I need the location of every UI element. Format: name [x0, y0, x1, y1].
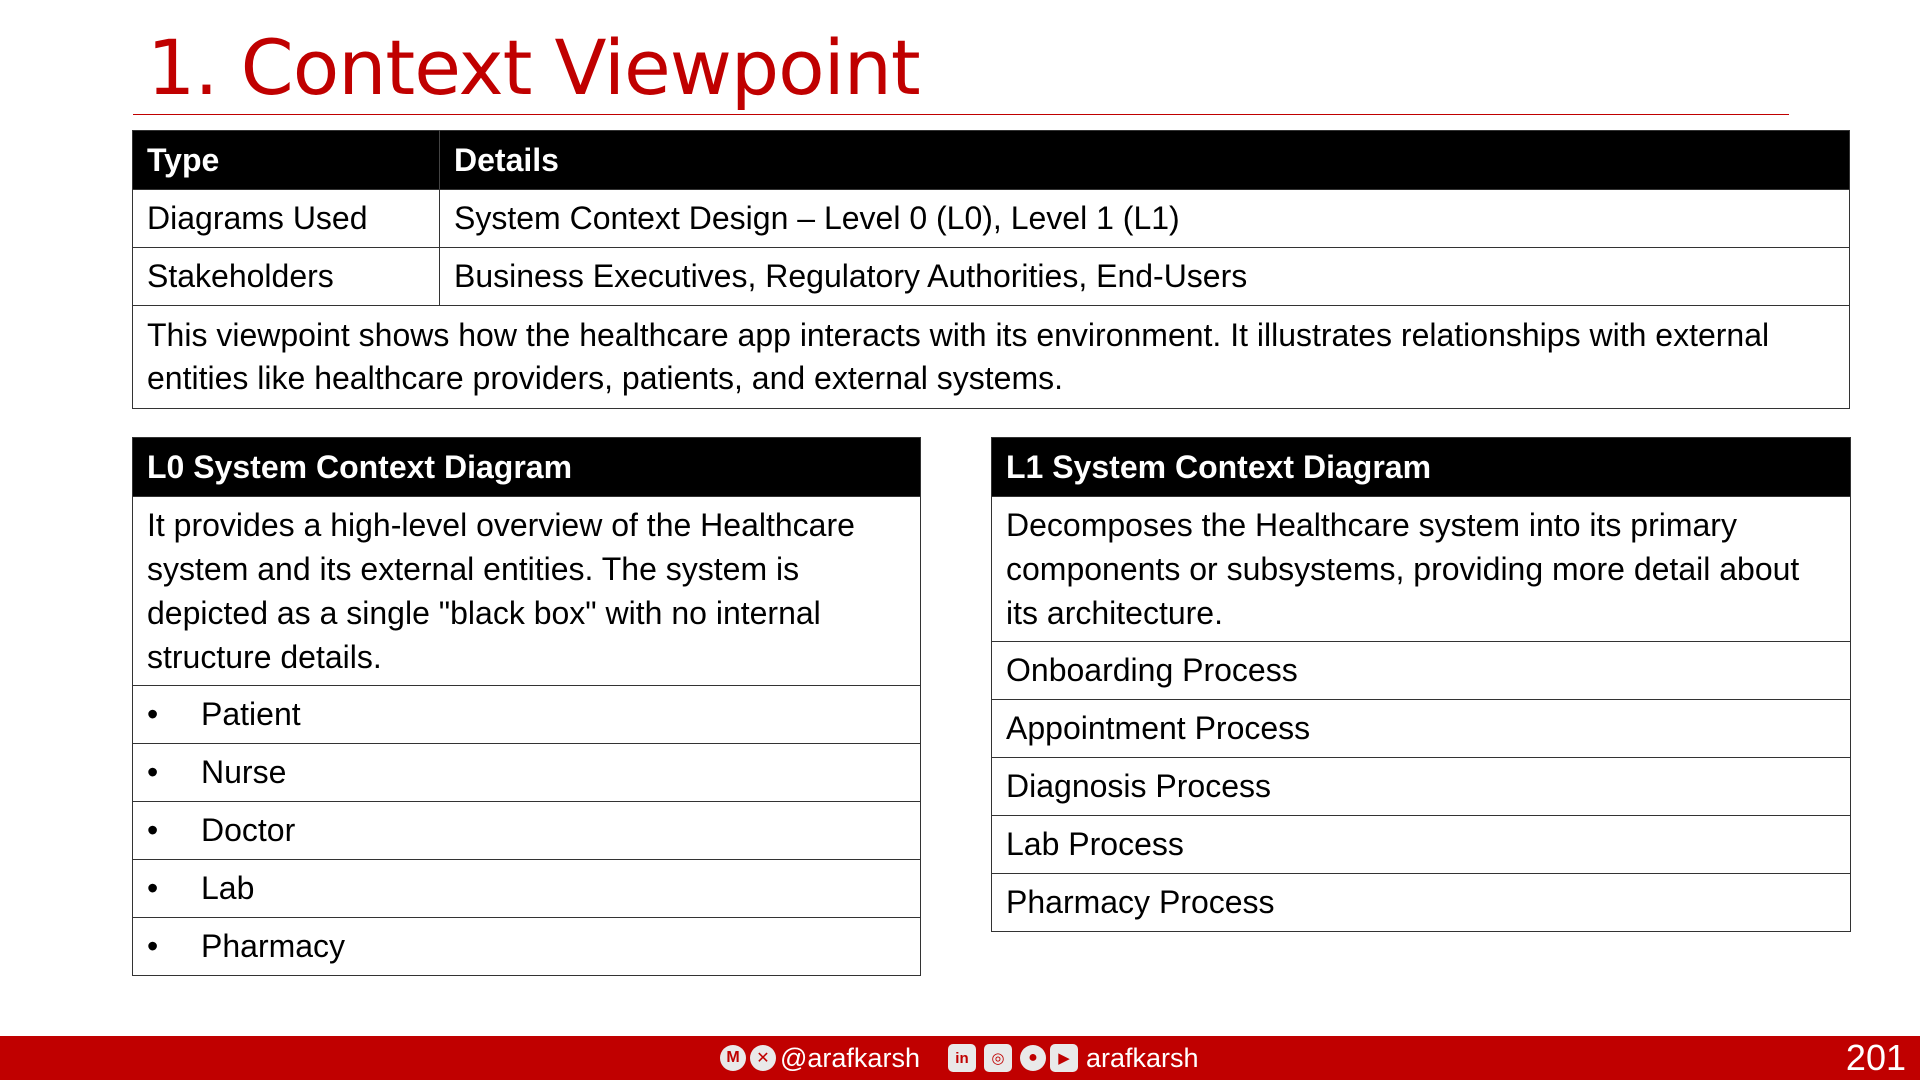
l1-description: Decomposes the Healthcare system into its primary components or subsystems, providing more detail about its architecture. [992, 497, 1851, 642]
l0-header: L0 System Context Diagram [133, 438, 921, 497]
social-handles [720, 1036, 1199, 1080]
page-title: 1. Context Viewpoint [147, 23, 920, 112]
list-item [133, 686, 921, 744]
table-row [133, 248, 1850, 306]
handle-text: arafkarsh [1085, 1042, 1199, 1073]
list-item [992, 874, 1851, 932]
list-item [992, 700, 1851, 758]
list-item [992, 816, 1851, 874]
bullet-icon: • [147, 696, 159, 732]
entity-label: Patient [201, 696, 301, 732]
footer-bar [0, 1036, 1920, 1080]
l1-header: L1 System Context Diagram [992, 438, 1851, 497]
bullet-icon: • [147, 812, 159, 848]
medium-icon[interactable]: M [720, 1045, 746, 1071]
list-item [992, 642, 1851, 700]
row-type-cell: Stakeholders [133, 248, 440, 306]
table-header-row [133, 438, 921, 497]
column-header-details: Details [440, 131, 1850, 190]
entity-label: Nurse [201, 754, 287, 790]
entity-label: Lab [201, 870, 255, 906]
youtube-icon[interactable]: ▶ [1050, 1044, 1078, 1072]
l1-context-table [991, 437, 1851, 932]
bullet-icon: • [147, 870, 159, 906]
entity-label: Pharmacy [201, 928, 346, 964]
linkedin-icon[interactable]: in [948, 1044, 976, 1072]
x-icon[interactable]: ✕ [750, 1045, 776, 1071]
process-label: Lab Process [992, 816, 1851, 874]
entity-label: Doctor [201, 812, 296, 848]
row-details-cell: Business Executives, Regulatory Authorities, End-Users [440, 248, 1850, 306]
table-row [133, 306, 1850, 409]
process-label: Pharmacy Process [992, 874, 1851, 932]
handle-text: @arafkarsh [780, 1042, 920, 1073]
table-header-row [992, 438, 1851, 497]
instagram-icon[interactable]: ◎ [984, 1044, 1012, 1072]
github-icon[interactable]: ● [1020, 1045, 1046, 1071]
process-label: Diagnosis Process [992, 758, 1851, 816]
row-type-cell: Diagrams Used [133, 190, 440, 248]
list-item [133, 860, 921, 918]
row-details-cell: System Context Design – Level 0 (L0), Level 1 (L1) [440, 190, 1850, 248]
bullet-icon: • [147, 928, 159, 964]
l0-context-table [132, 437, 921, 976]
title-divider [133, 114, 1789, 115]
viewpoint-description: This viewpoint shows how the healthcare app interacts with its environment. It illustrates relationships with external entities like healthcare providers, patients, and external systems. [133, 306, 1850, 409]
page-number: 201 [1845, 1037, 1906, 1078]
overview-table [132, 130, 1850, 409]
list-item [133, 918, 921, 976]
table-header-row [133, 131, 1850, 190]
list-item [992, 758, 1851, 816]
list-item [133, 744, 921, 802]
process-label: Appointment Process [992, 700, 1851, 758]
process-label: Onboarding Process [992, 642, 1851, 700]
l0-description: It provides a high-level overview of the Healthcare system and its external entities. The system is depicted as a single "black box" with no internal structure details. [133, 497, 921, 686]
table-row [992, 497, 1851, 642]
table-row [133, 190, 1850, 248]
bullet-icon: • [147, 754, 159, 790]
column-header-type: Type [133, 131, 440, 190]
list-item [133, 802, 921, 860]
table-row [133, 497, 921, 686]
